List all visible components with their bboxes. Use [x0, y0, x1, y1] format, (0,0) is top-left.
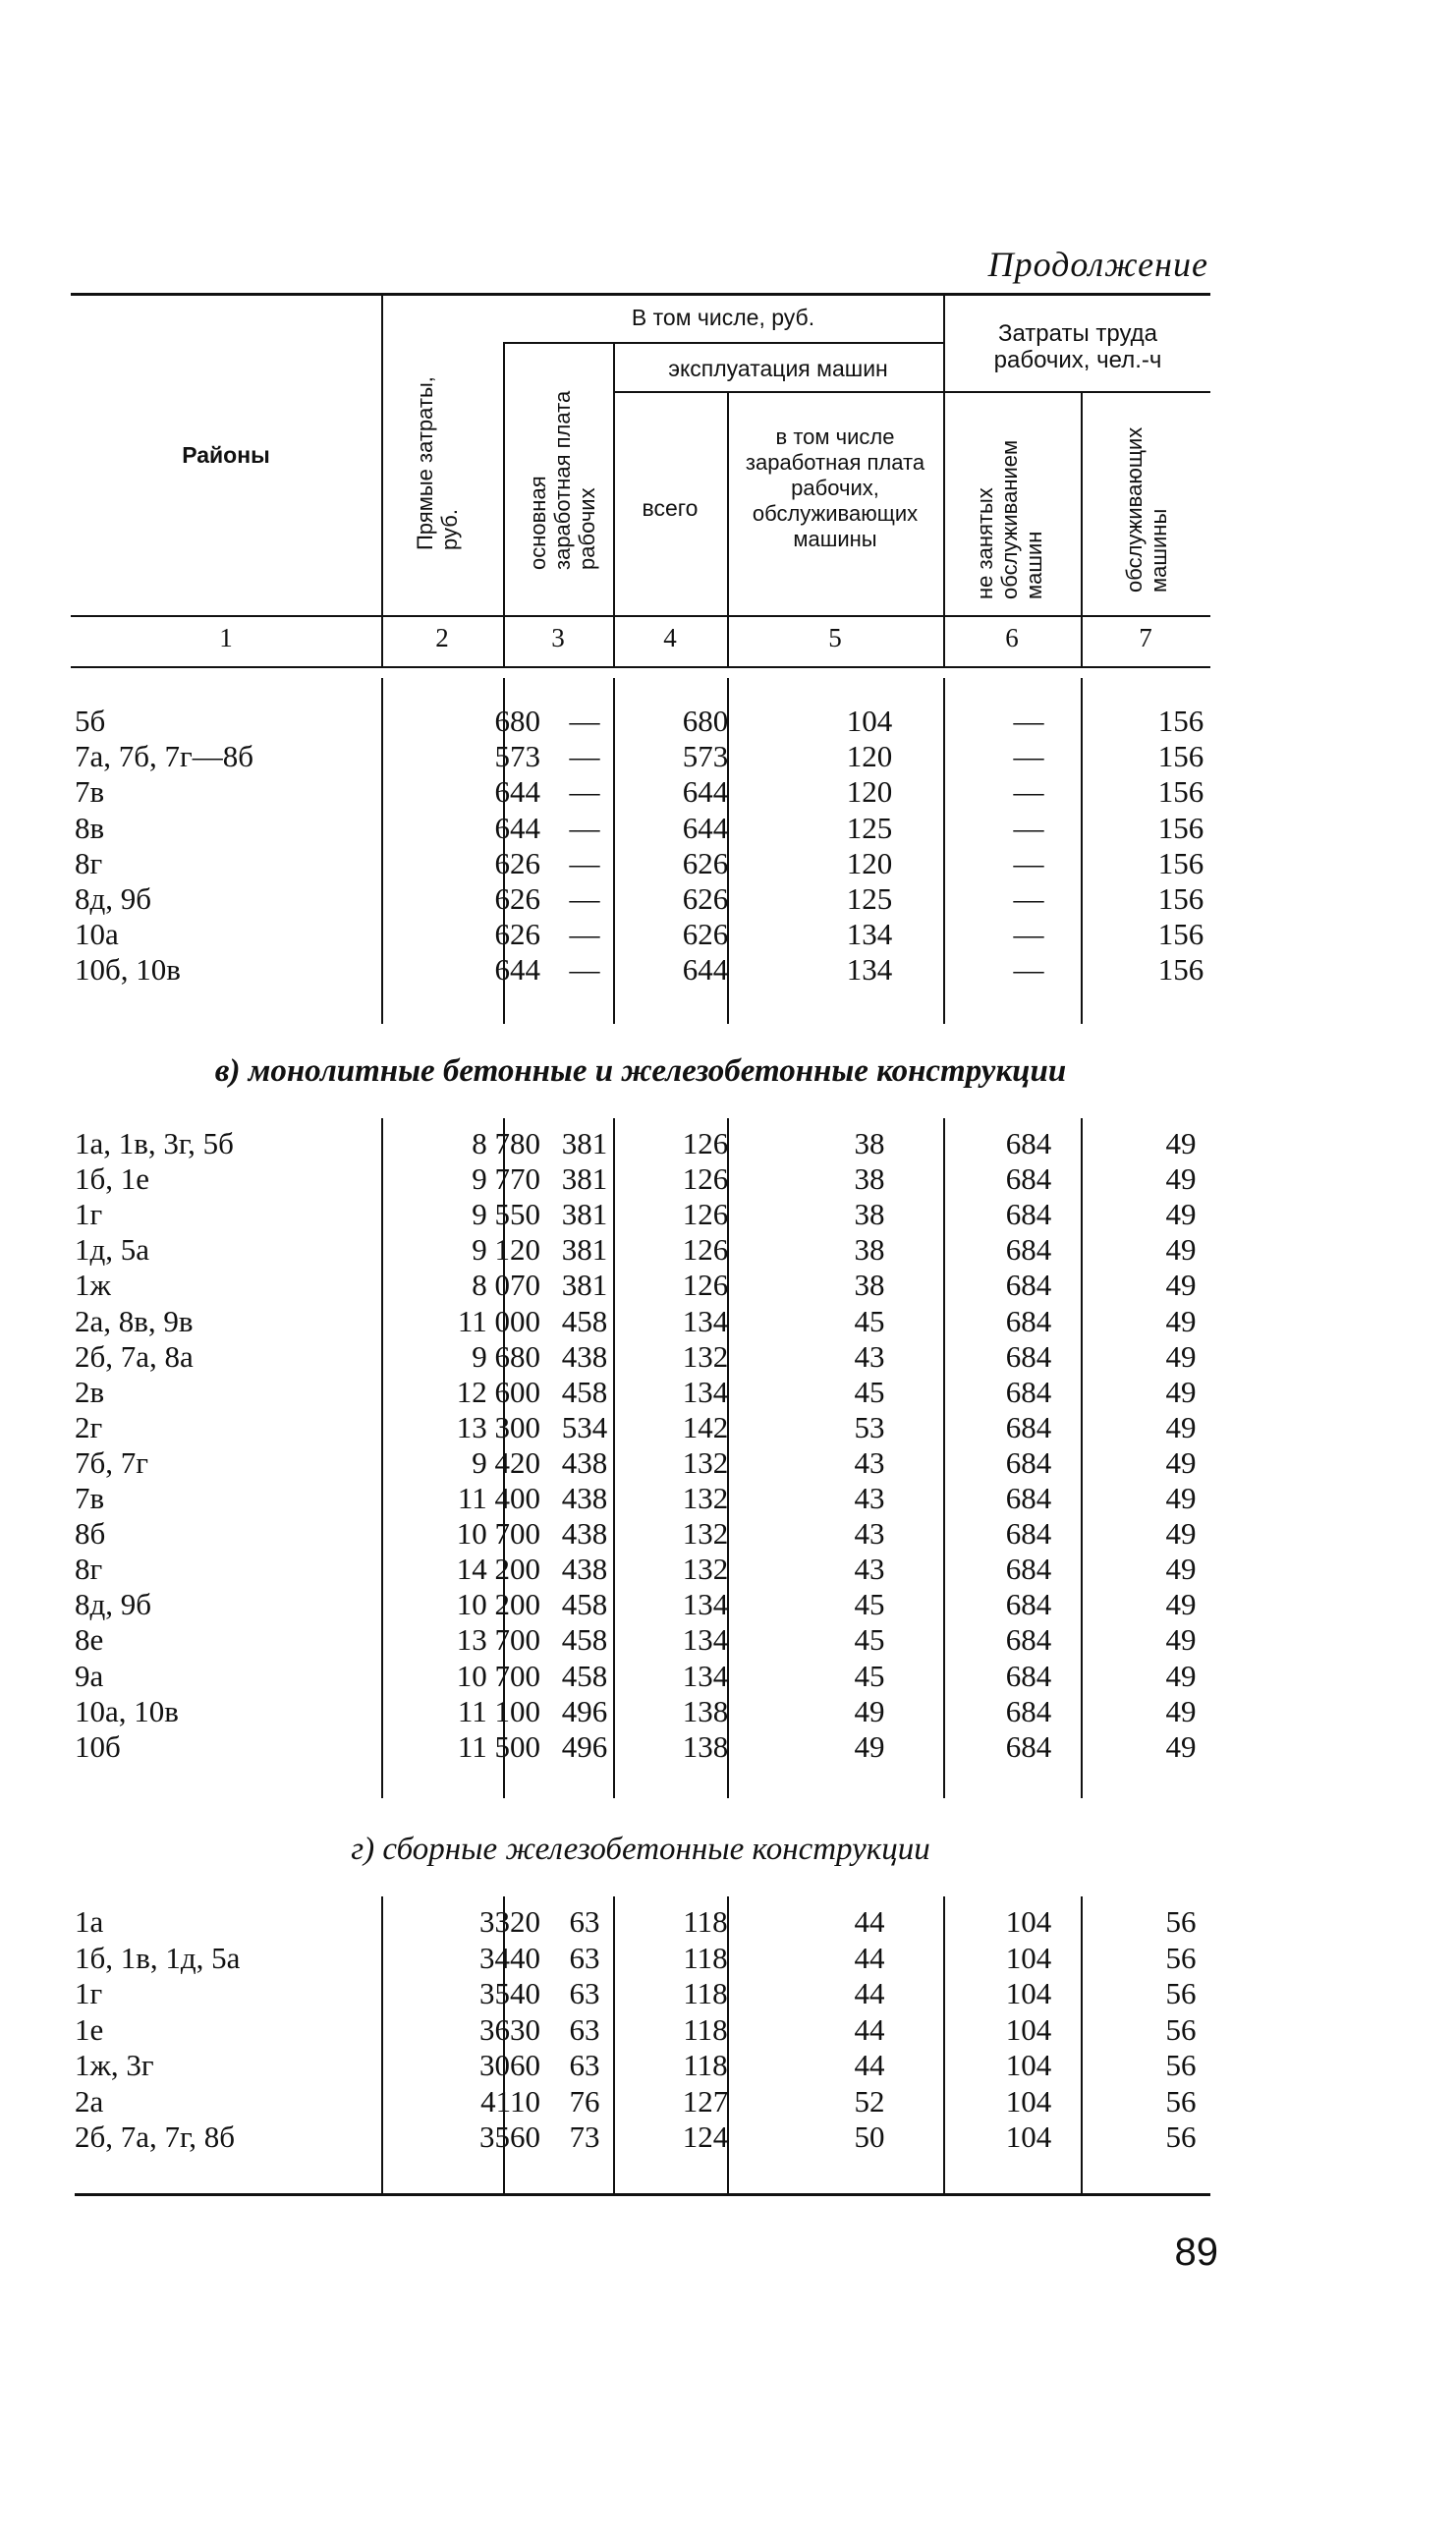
- cell-direct-costs: 9 550: [472, 1197, 540, 1232]
- cell-region: 2б, 7а, 8а: [75, 1338, 194, 1374]
- cell-labor-not-machines: 684: [1005, 1374, 1052, 1409]
- cell-machines-total: 126: [682, 1161, 729, 1197]
- cell-labor-not-machines: 684: [1005, 1693, 1052, 1728]
- cell-labor-not-machines: 684: [1005, 1552, 1052, 1587]
- cell-labor-machines: 156: [1157, 917, 1204, 952]
- cell-labor-machines: 49: [1165, 1374, 1197, 1409]
- cell-direct-costs: 13 300: [456, 1409, 540, 1444]
- cell-base-wages: —: [569, 845, 600, 880]
- cell-machine-wages: 45: [854, 1587, 885, 1622]
- cell-direct-costs: 644: [494, 774, 540, 810]
- cell-labor-machines: 49: [1165, 1658, 1197, 1693]
- cell-direct-costs: 3630: [479, 2011, 540, 2047]
- cell-labor-machines: 49: [1165, 1444, 1197, 1480]
- cell-machines-total: 138: [682, 1728, 729, 1764]
- table-row: [71, 2084, 1210, 2119]
- cell-labor-machines: 156: [1157, 704, 1204, 738]
- cell-labor-machines: 49: [1165, 1303, 1197, 1338]
- cell-labor-not-machines: 104: [1005, 2011, 1052, 2047]
- cell-base-wages: 381: [561, 1161, 608, 1197]
- cell-machines-total: 132: [682, 1444, 729, 1480]
- cell-machine-wages: 43: [854, 1552, 885, 1587]
- cell-direct-costs: 626: [494, 917, 540, 952]
- table-row: [71, 952, 1210, 988]
- table-row: [71, 704, 1210, 739]
- cell-machine-wages: 43: [854, 1516, 885, 1552]
- cell-region: 10а: [75, 917, 119, 952]
- cell-machine-wages: 125: [846, 881, 893, 916]
- cell-base-wages: 63: [569, 2048, 600, 2082]
- cell-machine-wages: 49: [854, 1728, 885, 1764]
- cell-machines-total: 134: [682, 1658, 729, 1693]
- cell-machines-total: 134: [682, 1303, 729, 1338]
- cell-region: 1а, 1в, 3г, 5б: [75, 1126, 234, 1160]
- table-row: [71, 2048, 1210, 2083]
- table-row: [71, 1552, 1210, 1587]
- page-number: 89: [1174, 2231, 1218, 2274]
- header-labor-group: Затраты труда рабочих, чел.-ч: [993, 320, 1162, 373]
- cell-direct-costs: 14 200: [456, 1552, 540, 1587]
- cell-machine-wages: 38: [854, 1232, 885, 1268]
- cell-labor-not-machines: 684: [1005, 1268, 1052, 1303]
- cell-machines-total: 127: [682, 2083, 729, 2119]
- cell-labor-machines: 56: [1165, 1976, 1197, 2010]
- cell-machine-wages: 44: [854, 2048, 885, 2082]
- header-vline-1: [381, 293, 383, 668]
- cell-region: 1г: [75, 1976, 103, 2010]
- cell-region: 1ж: [75, 1268, 111, 1303]
- cell-machine-wages: 43: [854, 1338, 885, 1374]
- cell-labor-not-machines: 684: [1005, 1587, 1052, 1622]
- cell-machine-wages: 38: [854, 1126, 885, 1160]
- cell-labor-machines: 156: [1157, 845, 1204, 880]
- table-row: [71, 1694, 1210, 1729]
- cell-base-wages: 73: [569, 2119, 600, 2154]
- cell-machines-total: 626: [682, 917, 729, 952]
- cell-labor-not-machines: 104: [1005, 1904, 1052, 1939]
- cell-direct-costs: 9 120: [472, 1232, 540, 1268]
- cell-direct-costs: 11 500: [457, 1728, 540, 1764]
- cell-region: 8г: [75, 845, 103, 880]
- colnum-1: 1: [219, 623, 233, 652]
- cell-machine-wages: 44: [854, 1904, 885, 1939]
- cell-machines-total: 134: [682, 1622, 729, 1658]
- cell-direct-costs: 3440: [479, 1940, 540, 1975]
- continuation-label: Продолжение: [987, 245, 1208, 284]
- cell-region: 1д, 5а: [75, 1232, 150, 1268]
- cell-base-wages: 63: [569, 1940, 600, 1975]
- cell-direct-costs: 573: [494, 739, 540, 774]
- cell-machine-wages: 43: [854, 1481, 885, 1515]
- table-row: [71, 774, 1210, 810]
- cell-region: 1ж, 3г: [75, 2048, 154, 2082]
- cell-labor-not-machines: 684: [1005, 1658, 1052, 1693]
- cell-base-wages: 63: [569, 1904, 600, 1939]
- header-vline-2: [503, 342, 505, 668]
- cell-base-wages: —: [569, 739, 600, 774]
- header-direct-costs: Прямые затраты, руб.: [413, 376, 462, 550]
- cell-region: 8д, 9б: [75, 881, 152, 916]
- table-row: [71, 1232, 1210, 1268]
- cell-machines-total: 644: [682, 774, 729, 810]
- cell-machine-wages: 125: [846, 810, 893, 845]
- cell-labor-machines: 49: [1165, 1161, 1197, 1197]
- cell-machine-wages: 38: [854, 1197, 885, 1232]
- cell-machine-wages: 44: [854, 2011, 885, 2047]
- cell-labor-not-machines: —: [1013, 952, 1044, 988]
- cell-labor-not-machines: —: [1013, 917, 1044, 952]
- cell-labor-not-machines: 104: [1005, 2119, 1052, 2154]
- cell-machines-total: 138: [682, 1693, 729, 1728]
- cell-machines-total: 626: [682, 845, 729, 880]
- cell-base-wages: 458: [561, 1587, 608, 1622]
- cell-machines-total: 132: [682, 1481, 729, 1515]
- cell-machines-total: 118: [683, 1976, 728, 2010]
- cell-labor-machines: 56: [1165, 2119, 1197, 2154]
- cell-region: 7а, 7б, 7г—8б: [75, 739, 254, 774]
- cell-direct-costs: 626: [494, 881, 540, 916]
- cell-labor-not-machines: 104: [1005, 2048, 1052, 2082]
- cell-region: 8д, 9б: [75, 1587, 152, 1622]
- cell-labor-not-machines: —: [1013, 774, 1044, 810]
- header-incl-group: В том числе, руб.: [631, 305, 815, 330]
- cell-machines-total: 132: [682, 1338, 729, 1374]
- cell-region: 8в: [75, 810, 105, 845]
- cell-region: 1г: [75, 1197, 103, 1232]
- cell-direct-costs: 9 420: [472, 1444, 540, 1480]
- cell-direct-costs: 8 070: [472, 1268, 540, 1303]
- cell-labor-not-machines: 684: [1005, 1232, 1052, 1268]
- cell-region: 8г: [75, 1552, 103, 1587]
- table-row: [71, 811, 1210, 846]
- cell-labor-not-machines: —: [1013, 810, 1044, 845]
- cell-region: 9а: [75, 1658, 104, 1693]
- cell-machines-total: 126: [682, 1197, 729, 1232]
- cell-machine-wages: 134: [846, 952, 893, 988]
- cell-base-wages: —: [569, 917, 600, 952]
- cell-direct-costs: 3560: [479, 2119, 540, 2154]
- cell-region: 2г: [75, 1409, 103, 1444]
- table-row: [71, 1729, 1210, 1765]
- colnum-3: 3: [551, 623, 565, 652]
- cell-region: 7б, 7г: [75, 1444, 148, 1480]
- cell-labor-machines: 156: [1157, 952, 1204, 988]
- table-row: [71, 1410, 1210, 1445]
- cell-machines-total: 132: [682, 1552, 729, 1587]
- cell-base-wages: —: [569, 952, 600, 988]
- cell-labor-machines: 49: [1165, 1197, 1197, 1232]
- section-v-title: в) монолитные бетонные и железобетонные конструкции: [214, 1053, 1067, 1089]
- table-row: [71, 1197, 1210, 1232]
- cell-region: 10б: [75, 1728, 121, 1764]
- cell-machine-wages: 104: [846, 704, 893, 738]
- cell-labor-machines: 56: [1165, 2048, 1197, 2082]
- colnum-7: 7: [1139, 623, 1152, 652]
- cell-region: 2в: [75, 1374, 105, 1409]
- cell-direct-costs: 10 700: [456, 1658, 540, 1693]
- cell-direct-costs: 11 100: [457, 1693, 540, 1728]
- cell-machine-wages: 44: [854, 1940, 885, 1975]
- cell-machines-total: 118: [683, 2011, 728, 2047]
- cell-base-wages: —: [569, 810, 600, 845]
- header-total: всего: [642, 495, 699, 521]
- colnum-5: 5: [828, 623, 842, 652]
- cell-labor-not-machines: 684: [1005, 1161, 1052, 1197]
- colnum-2: 2: [435, 623, 449, 652]
- cell-labor-machines: 49: [1165, 1126, 1197, 1160]
- cell-labor-machines: 49: [1165, 1693, 1197, 1728]
- header-machines-group: эксплуатация машин: [668, 356, 888, 381]
- cell-machines-total: 118: [683, 1904, 728, 1939]
- cell-labor-machines: 56: [1165, 1904, 1197, 1939]
- cell-base-wages: —: [569, 881, 600, 916]
- cell-machines-total: 626: [682, 881, 729, 916]
- incl-group-rule: [503, 342, 943, 344]
- cell-labor-machines: 49: [1165, 1338, 1197, 1374]
- cell-region: 5б: [75, 704, 106, 738]
- header-base-wages: основная заработная плата рабочих: [526, 390, 599, 570]
- cell-base-wages: —: [569, 704, 600, 738]
- cell-region: 2а: [75, 2083, 104, 2119]
- cell-labor-machines: 49: [1165, 1481, 1197, 1515]
- cell-labor-machines: 49: [1165, 1409, 1197, 1444]
- table-top-rule: [71, 293, 1210, 296]
- cell-machine-wages: 38: [854, 1161, 885, 1197]
- cell-labor-not-machines: —: [1013, 845, 1044, 880]
- cell-base-wages: 534: [561, 1409, 608, 1444]
- cell-region: 10а, 10в: [75, 1693, 179, 1728]
- table-row: [71, 881, 1210, 917]
- cell-base-wages: 458: [561, 1658, 608, 1693]
- colnum-6: 6: [1005, 623, 1019, 652]
- cell-region: 8б: [75, 1516, 106, 1552]
- table-row: [71, 1481, 1210, 1516]
- cell-machines-total: 124: [682, 2119, 729, 2154]
- cell-machine-wages: 45: [854, 1658, 885, 1693]
- cell-machines-total: 126: [682, 1232, 729, 1268]
- cell-machines-total: 644: [682, 810, 729, 845]
- table-row: [71, 1904, 1210, 1940]
- cell-labor-not-machines: 684: [1005, 1126, 1052, 1160]
- table-row: [71, 1339, 1210, 1375]
- table-row: [71, 1126, 1210, 1161]
- machines-group-rule: [613, 391, 943, 393]
- cell-region: 10б, 10в: [75, 952, 181, 988]
- cell-region: 2а, 8в, 9в: [75, 1303, 194, 1338]
- cell-direct-costs: 3320: [479, 1904, 540, 1939]
- cell-labor-machines: 49: [1165, 1232, 1197, 1268]
- cell-direct-costs: 680: [494, 704, 540, 738]
- table-row: [71, 1516, 1210, 1552]
- cell-base-wages: 458: [561, 1622, 608, 1658]
- cell-labor-machines: 156: [1157, 881, 1204, 916]
- cell-labor-not-machines: 684: [1005, 1338, 1052, 1374]
- cell-direct-costs: 11 000: [457, 1303, 540, 1338]
- cell-labor-not-machines: 684: [1005, 1303, 1052, 1338]
- cell-direct-costs: 10 700: [456, 1516, 540, 1552]
- cell-labor-not-machines: —: [1013, 704, 1044, 738]
- colnum-bottom-rule: [71, 666, 1210, 668]
- cell-base-wages: 496: [561, 1693, 608, 1728]
- cell-labor-not-machines: 104: [1005, 2083, 1052, 2119]
- cell-direct-costs: 13 700: [456, 1622, 540, 1658]
- cell-machines-total: 573: [682, 739, 729, 774]
- cell-region: 8е: [75, 1622, 104, 1658]
- table-row: [71, 739, 1210, 774]
- cell-base-wages: —: [569, 774, 600, 810]
- cell-labor-machines: 49: [1165, 1728, 1197, 1764]
- table-row: [71, 846, 1210, 881]
- cell-machine-wages: 43: [854, 1444, 885, 1480]
- cell-region: 7в: [75, 1481, 105, 1515]
- cell-machines-total: 126: [682, 1268, 729, 1303]
- cell-base-wages: 458: [561, 1374, 608, 1409]
- cell-direct-costs: 3540: [479, 1976, 540, 2010]
- cell-base-wages: 381: [561, 1197, 608, 1232]
- table-bottom-rule: [75, 2193, 1210, 2196]
- header-bottom-rule: [71, 615, 1210, 617]
- cell-machine-wages: 53: [854, 1409, 885, 1444]
- cell-direct-costs: 10 200: [456, 1587, 540, 1622]
- cell-region: 1б, 1е: [75, 1161, 150, 1197]
- table-row: [71, 1304, 1210, 1339]
- cell-labor-not-machines: 684: [1005, 1444, 1052, 1480]
- cell-machines-total: 134: [682, 1587, 729, 1622]
- cell-direct-costs: 626: [494, 845, 540, 880]
- cell-machines-total: 132: [682, 1516, 729, 1552]
- header-not-machines: не занятых обслуживанием машин: [973, 439, 1046, 599]
- cell-labor-machines: 156: [1157, 739, 1204, 774]
- cell-base-wages: 438: [561, 1338, 608, 1374]
- cell-machine-wages: 45: [854, 1622, 885, 1658]
- cell-base-wages: 496: [561, 1728, 608, 1764]
- cell-machine-wages: 52: [854, 2083, 885, 2119]
- header-regions: Районы: [182, 442, 270, 468]
- cell-base-wages: 381: [561, 1126, 608, 1160]
- cell-labor-not-machines: 684: [1005, 1409, 1052, 1444]
- cell-machine-wages: 45: [854, 1303, 885, 1338]
- cell-direct-costs: 9 680: [472, 1338, 540, 1374]
- cell-base-wages: 458: [561, 1303, 608, 1338]
- cell-labor-not-machines: 684: [1005, 1516, 1052, 1552]
- table-row: [71, 1268, 1210, 1303]
- cell-machines-total: 134: [682, 1374, 729, 1409]
- cell-labor-machines: 49: [1165, 1552, 1197, 1587]
- cell-region: 7в: [75, 774, 105, 810]
- cell-labor-not-machines: 684: [1005, 1197, 1052, 1232]
- cell-base-wages: 381: [561, 1268, 608, 1303]
- table-row: [71, 917, 1210, 952]
- table-row: [71, 2012, 1210, 2048]
- table-row: [71, 1161, 1210, 1197]
- cell-machines-total: 680: [682, 704, 729, 738]
- header-machine-operators: обслуживающих машины: [1122, 426, 1171, 593]
- cell-machines-total: 142: [682, 1409, 729, 1444]
- cell-labor-machines: 49: [1165, 1622, 1197, 1658]
- cell-labor-not-machines: —: [1013, 739, 1044, 774]
- cell-direct-costs: 12 600: [456, 1374, 540, 1409]
- cell-machine-wages: 45: [854, 1374, 885, 1409]
- cell-machine-wages: 120: [846, 774, 893, 810]
- cell-base-wages: 438: [561, 1481, 608, 1515]
- table-row: [71, 1622, 1210, 1658]
- cell-machine-wages: 120: [846, 739, 893, 774]
- cell-direct-costs: 4110: [480, 2083, 540, 2119]
- cell-labor-machines: 56: [1165, 2011, 1197, 2047]
- cell-machine-wages: 44: [854, 1976, 885, 2010]
- cell-base-wages: 76: [569, 2083, 600, 2119]
- cell-machines-total: 118: [683, 2048, 728, 2082]
- cell-labor-machines: 49: [1165, 1268, 1197, 1303]
- cell-base-wages: 381: [561, 1232, 608, 1268]
- cell-region: 1а: [75, 1904, 104, 1939]
- table-row: [71, 1445, 1210, 1481]
- cell-labor-machines: 49: [1165, 1587, 1197, 1622]
- cell-labor-not-machines: 104: [1005, 1940, 1052, 1975]
- cell-labor-not-machines: 104: [1005, 1976, 1052, 2010]
- cell-direct-costs: 644: [494, 952, 540, 988]
- cell-labor-not-machines: 684: [1005, 1728, 1052, 1764]
- table-row: [71, 1659, 1210, 1694]
- cell-labor-not-machines: 684: [1005, 1481, 1052, 1515]
- cell-region: 2б, 7а, 7г, 8б: [75, 2119, 236, 2154]
- section-g-title: г) сборные железобетонные конструкции: [351, 1832, 930, 1867]
- header-machine-wages: в том числе заработная плата рабочих, обслуживающих машины: [745, 424, 925, 551]
- header-vline-5: [943, 293, 945, 668]
- table-row: [71, 1587, 1210, 1622]
- cell-direct-costs: 8 780: [472, 1126, 540, 1160]
- cell-labor-machines: 56: [1165, 1940, 1197, 1975]
- cell-labor-machines: 56: [1165, 2083, 1197, 2119]
- cell-labor-machines: 49: [1165, 1516, 1197, 1552]
- cell-machine-wages: 50: [854, 2119, 885, 2154]
- table-row: [71, 2119, 1210, 2155]
- cell-region: 1б, 1в, 1д, 5а: [75, 1940, 241, 1975]
- cell-base-wages: 63: [569, 2011, 600, 2047]
- cell-labor-machines: 156: [1157, 810, 1204, 845]
- cell-machine-wages: 49: [854, 1693, 885, 1728]
- cell-machine-wages: 134: [846, 917, 893, 952]
- cell-base-wages: 438: [561, 1552, 608, 1587]
- cell-machines-total: 644: [682, 952, 729, 988]
- table-row: [71, 1976, 1210, 2011]
- cell-labor-not-machines: —: [1013, 881, 1044, 916]
- labor-group-rule: [943, 391, 1210, 393]
- cell-machine-wages: 38: [854, 1268, 885, 1303]
- cell-machines-total: 126: [682, 1126, 729, 1160]
- cell-direct-costs: 11 400: [457, 1481, 540, 1515]
- cell-machines-total: 118: [683, 1940, 728, 1975]
- cell-direct-costs: 9 770: [472, 1161, 540, 1197]
- cell-direct-costs: 3060: [479, 2048, 540, 2082]
- cell-base-wages: 63: [569, 1976, 600, 2010]
- table-row: [71, 1941, 1210, 1976]
- cell-labor-not-machines: 684: [1005, 1622, 1052, 1658]
- colnum-4: 4: [663, 623, 677, 652]
- table-row: [71, 1375, 1210, 1410]
- cell-base-wages: 438: [561, 1516, 608, 1552]
- cell-base-wages: 438: [561, 1444, 608, 1480]
- cell-region: 1е: [75, 2011, 104, 2047]
- cell-machine-wages: 120: [846, 845, 893, 880]
- cell-direct-costs: 644: [494, 810, 540, 845]
- cell-labor-machines: 156: [1157, 774, 1204, 810]
